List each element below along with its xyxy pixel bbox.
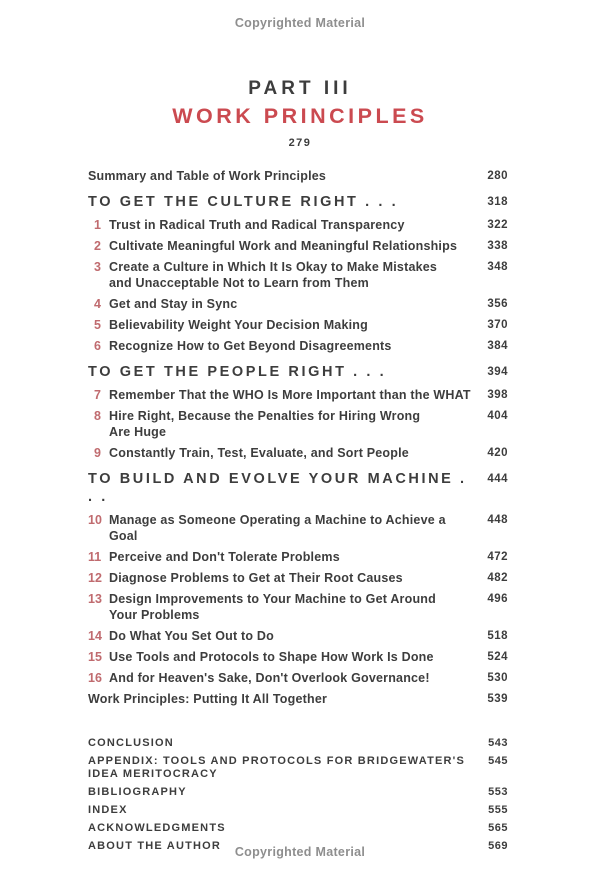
item-page: 322 [487, 219, 508, 231]
toc-item-11 [88, 549, 508, 565]
item-number: 11 [88, 550, 102, 564]
toc-item-13 [88, 591, 508, 623]
item-number: 7 [94, 388, 101, 402]
section-title: TO GET THE PEOPLE RIGHT . . . [88, 364, 387, 380]
item-page: 482 [487, 572, 508, 584]
item-title: Get and Stay in Sync [109, 297, 238, 311]
toc-section-heading-machine [88, 470, 508, 506]
backmatter-page: 545 [488, 755, 508, 767]
item-number: 12 [88, 571, 102, 585]
toc-item-16 [88, 670, 508, 686]
toc-item-15 [88, 649, 508, 665]
part-title: WORK PRINCIPLES [172, 104, 428, 128]
toc-item-4 [88, 296, 508, 312]
backmatter-label: ABOUT THE AUTHOR [88, 840, 222, 852]
item-title: Create a Culture in Which It Is Okay to Make Mistakes and Unacceptable Not to Learn from Them [109, 260, 438, 290]
section-title: TO GET THE CULTURE RIGHT . . . [88, 194, 399, 210]
item-number: 8 [94, 409, 101, 423]
item-page: 384 [487, 340, 508, 352]
backmatter-acknowledgments [88, 822, 508, 835]
copyright-notice-top: Copyrighted Material [234, 16, 366, 30]
toc-item-6 [88, 338, 508, 354]
item-title: Cultivate Meaningful Work and Meaningful Relationships [109, 239, 458, 253]
item-page: 496 [487, 593, 508, 605]
backmatter-label: CONCLUSION [88, 737, 174, 749]
item-page: 338 [487, 240, 508, 252]
part-header [0, 78, 600, 150]
toc-item-8 [88, 408, 508, 440]
item-title: Trust in Radical Truth and Radical Transparency [109, 218, 405, 232]
toc-item-12 [88, 570, 508, 586]
item-number: 2 [94, 239, 101, 253]
item-number: 14 [88, 629, 102, 643]
backmatter-conclusion [88, 737, 508, 750]
item-title: Manage as Someone Operating a Machine to Achieve a Goal [109, 513, 446, 543]
item-title: Believability Weight Your Decision Making [109, 318, 368, 332]
item-number: 13 [88, 592, 102, 606]
toc-closing-label: Work Principles: Putting It All Together [88, 692, 328, 706]
item-page: 472 [487, 551, 508, 563]
backmatter-bibliography [88, 786, 508, 799]
toc-closing-page: 539 [487, 693, 508, 705]
toc-item-10 [88, 512, 508, 544]
item-title: Remember That the WHO Is More Important than the WHAT [109, 388, 471, 402]
toc-item-7 [88, 387, 508, 403]
item-title: Diagnose Problems to Get at Their Root Causes [109, 571, 403, 585]
copyright-notice-bottom: Copyrighted Material [234, 845, 366, 859]
toc-item-5 [88, 317, 508, 333]
item-title: Design Improvements to Your Machine to Get Around Your Problems [109, 592, 436, 622]
backmatter-appendix [88, 755, 508, 781]
section-page: 318 [487, 196, 508, 208]
item-number: 15 [88, 650, 102, 664]
item-title: Do What You Set Out to Do [109, 629, 274, 643]
item-number: 1 [94, 218, 101, 232]
table-of-contents [0, 168, 600, 707]
part-label: PART III [248, 78, 352, 99]
backmatter-page: 569 [488, 840, 508, 852]
toc-item-1 [88, 217, 508, 233]
item-number: 9 [94, 446, 101, 460]
toc-section-heading-people [88, 363, 508, 381]
item-page: 448 [487, 514, 508, 526]
toc-item-9 [88, 445, 508, 461]
backmatter-label: BIBLIOGRAPHY [88, 786, 187, 798]
backmatter-page: 553 [488, 786, 508, 798]
toc-summary-page: 280 [487, 170, 508, 182]
item-number: 6 [94, 339, 101, 353]
section-title: TO BUILD AND EVOLVE YOUR MACHINE . . . [88, 471, 467, 505]
backmatter-label: ACKNOWLEDGMENTS [88, 822, 226, 834]
toc-section-heading-culture [88, 193, 508, 211]
item-page: 518 [487, 630, 508, 642]
item-page: 530 [487, 672, 508, 684]
section-page: 444 [487, 473, 508, 485]
item-number: 10 [88, 513, 102, 527]
backmatter-page: 555 [488, 804, 508, 816]
item-title: Recognize How to Get Beyond Disagreements [109, 339, 392, 353]
item-page: 356 [487, 298, 508, 310]
toc-closing-row [88, 691, 508, 707]
item-page: 370 [487, 319, 508, 331]
item-number: 3 [94, 260, 101, 274]
backmatter-label: INDEX [88, 804, 128, 816]
item-title: Hire Right, Because the Penalties for Hiring Wrong Are Huge [109, 409, 421, 439]
item-number: 5 [94, 318, 101, 332]
item-number: 4 [94, 297, 101, 311]
backmatter-page: 543 [488, 737, 508, 749]
item-number: 16 [88, 671, 102, 685]
toc-item-2 [88, 238, 508, 254]
item-page: 524 [487, 651, 508, 663]
item-title: Constantly Train, Test, Evaluate, and Sort People [109, 446, 409, 460]
backmatter-page: 565 [488, 822, 508, 834]
toc-summary-row [88, 168, 508, 184]
item-title: Use Tools and Protocols to Shape How Work Is Done [109, 650, 434, 664]
backmatter-label: APPENDIX: TOOLS AND PROTOCOLS FOR BRIDGEWATER'S IDEA MERITOCRACY [88, 755, 466, 780]
backmatter-index [88, 804, 508, 817]
item-page: 404 [487, 410, 508, 422]
toc-item-14 [88, 628, 508, 644]
toc-item-3 [88, 259, 508, 291]
back-matter-list [0, 737, 600, 853]
item-page: 420 [487, 447, 508, 459]
toc-summary-label: Summary and Table of Work Principles [88, 169, 327, 183]
item-title: Perceive and Don't Tolerate Problems [109, 550, 340, 564]
item-page: 398 [487, 389, 508, 401]
item-title: And for Heaven's Sake, Don't Overlook Governance! [109, 671, 430, 685]
section-page: 394 [487, 366, 508, 378]
item-page: 348 [487, 261, 508, 273]
part-page-number: 279 [288, 137, 312, 149]
